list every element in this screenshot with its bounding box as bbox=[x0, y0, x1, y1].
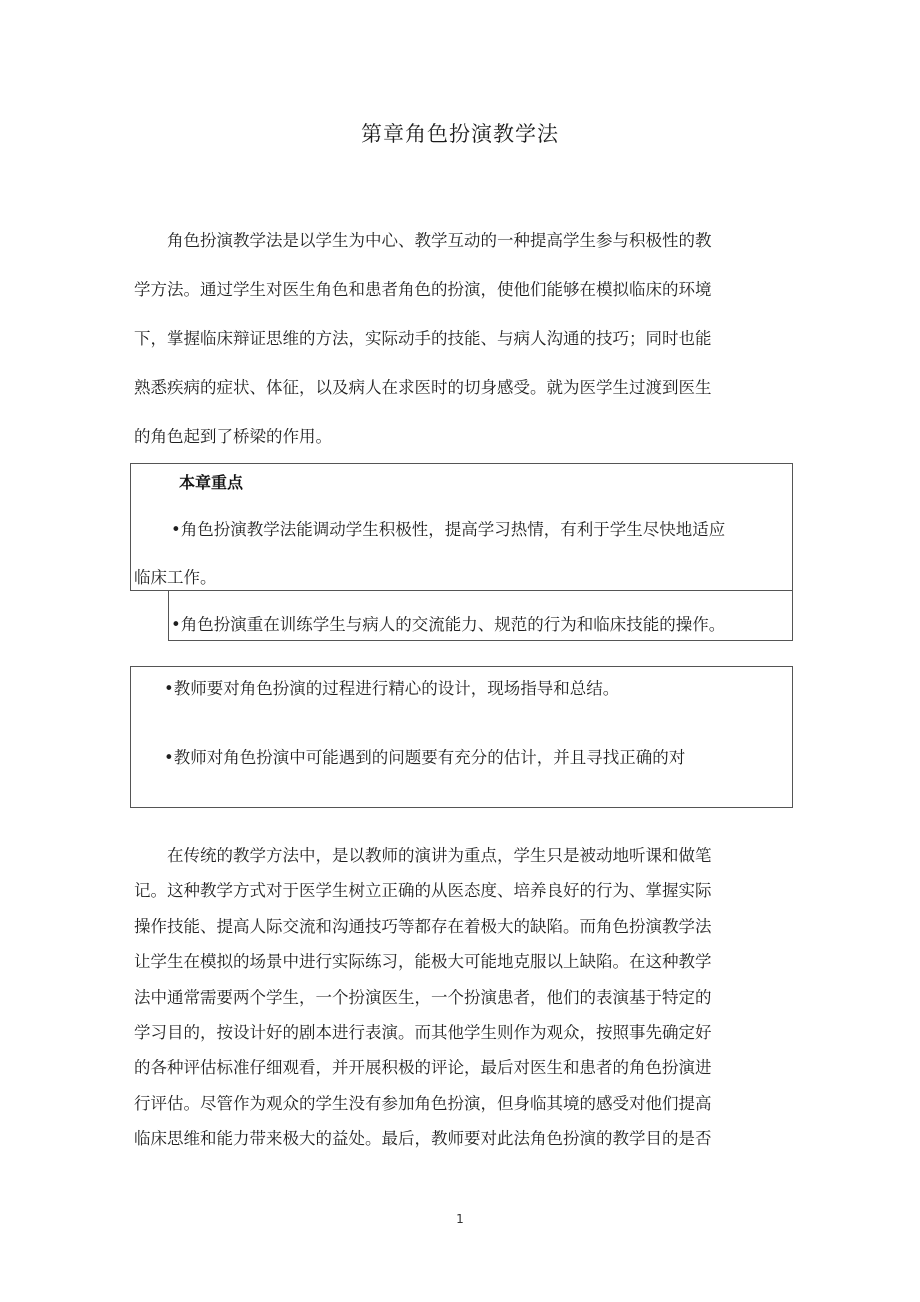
body-line: 学习目的，按设计好的剧本进行表演。而其他学生则作为观众，按照事先确定好 bbox=[134, 1023, 712, 1043]
body-line: 法中通常需要两个学生，一个扮演医生，一个扮演患者，他们的表演基于特定的 bbox=[134, 987, 712, 1007]
body-line: 操作技能、提高人际交流和沟通技巧等都存在着极大的缺陷。而角色扮演教学法 bbox=[134, 916, 712, 936]
teacher-points-box bbox=[130, 666, 793, 808]
intro-paragraph bbox=[134, 216, 794, 461]
key-point-1-line-1: •角色扮演教学法能调动学生积极性，提高学习热情，有利于学生尽快地适应 bbox=[171, 520, 726, 539]
intro-line: 的角色起到了桥梁的作用。 bbox=[134, 427, 332, 446]
intro-line: 学方法。通过学生对医生角色和患者角色的扮演，使他们能够在模拟临床的环境 bbox=[134, 280, 712, 299]
intro-line: 角色扮演教学法是以学生为中心、教学互动的一种提高学生参与积极性的教 bbox=[167, 231, 712, 250]
body-line: 临床思维和能力带来极大的益处。最后，教师要对此法角色扮演的教学目的是否 bbox=[134, 1129, 712, 1149]
key-points-heading: 本章重点 bbox=[179, 473, 244, 492]
teacher-point-2: •教师对角色扮演中可能遇到的问题要有充分的估计，并且寻找正确的对 bbox=[164, 748, 686, 767]
body-line: 记。这种教学方式对于医学生树立正确的从医态度、培养良好的行为、掌握实际 bbox=[134, 881, 712, 901]
key-points-box bbox=[130, 463, 793, 591]
page-number: 1 bbox=[456, 1212, 464, 1226]
key-point-1-line-2: 临床工作。 bbox=[134, 568, 217, 587]
intro-line: 下，掌握临床辩证思维的方法，实际动手的技能、与病人沟通的技巧；同时也能 bbox=[134, 329, 712, 348]
body-line: 在传统的教学方法中，是以教师的演讲为重点，学生只是被动地听课和做笔 bbox=[167, 846, 712, 865]
body-line: 行评估。尽管作为观众的学生没有参加角色扮演，但身临其境的感受对他们提高 bbox=[134, 1093, 712, 1113]
body-line: 的各种评估标准仔细观看，并开展积极的评论，最后对医生和患者的角色扮演进 bbox=[134, 1058, 712, 1078]
key-point-2-box bbox=[168, 590, 793, 641]
key-point-2: •角色扮演重在训练学生与病人的交流能力、规范的行为和临床技能的操作。 bbox=[171, 615, 726, 634]
teacher-point-1: •教师要对角色扮演的过程进行精心的设计，现场指导和总结。 bbox=[164, 679, 620, 698]
body-paragraph bbox=[134, 838, 794, 1157]
body-line: 让学生在模拟的场景中进行实际练习，能极大可能地克服以上缺陷。在这种教学 bbox=[134, 952, 712, 972]
intro-line: 熟悉疾病的症状、体征，以及病人在求医时的切身感受。就为医学生过渡到医生 bbox=[134, 378, 712, 397]
page-title: 第章角色扮演教学法 bbox=[361, 122, 559, 146]
